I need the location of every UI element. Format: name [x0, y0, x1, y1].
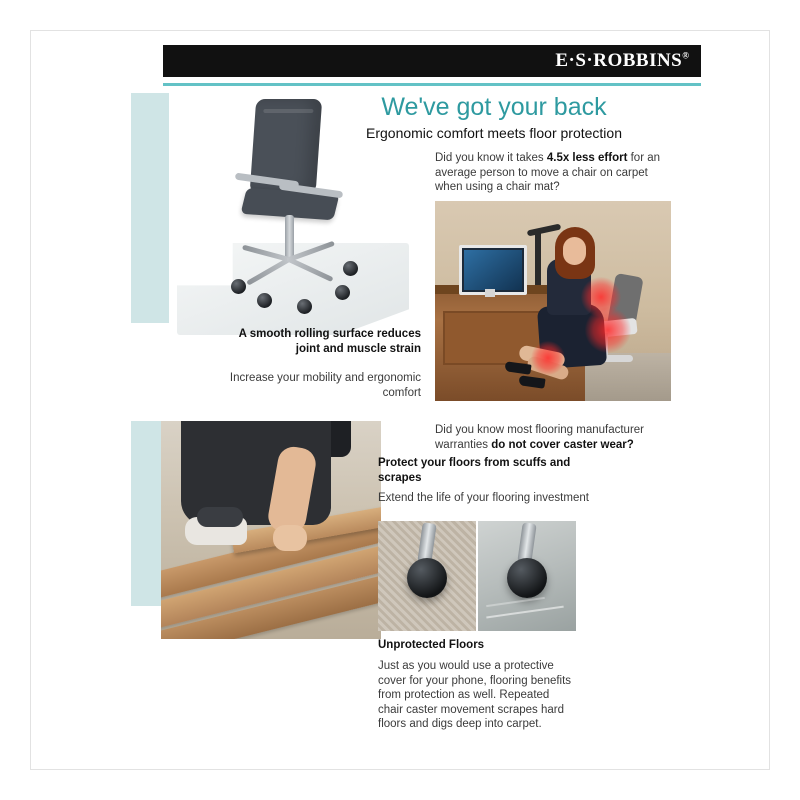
brand-name: E·S·ROBBINS	[555, 50, 683, 71]
header-accent-rule	[163, 83, 701, 86]
chair-leg	[286, 256, 333, 282]
warranty-highlight: do not cover caster wear?	[491, 438, 634, 451]
pain-indicator-icon	[531, 341, 565, 375]
chair-caster	[335, 285, 350, 300]
office-chair-illustration	[213, 99, 383, 299]
chair-caster	[297, 299, 312, 314]
monitor-stand	[485, 289, 495, 297]
extend-life-caption: Extend the life of your flooring investment	[378, 492, 589, 504]
caster-wheel	[407, 558, 447, 598]
increase-mobility-caption: Increase your mobility and ergonomic comfort	[229, 372, 421, 399]
unprotected-floors-title: Unprotected Floors	[378, 639, 485, 651]
did-you-know-text-after: for an average person to move a chair on carpet when using a chair mat?	[435, 152, 661, 193]
installer-shoe-dark	[197, 507, 243, 527]
protect-floors-caption: Protect your floors from scuffs and scrapes	[378, 457, 571, 484]
caster-on-carpet-photo	[378, 521, 476, 631]
flooring-installation-photo	[161, 421, 381, 639]
computer-monitor-icon	[459, 245, 527, 295]
desk-lamp-post	[535, 229, 541, 285]
did-you-know-warranty-paragraph	[435, 423, 650, 452]
pain-indicator-icon	[585, 307, 631, 353]
installer-hand	[273, 525, 307, 551]
smooth-rolling-caption: A smooth rolling surface reduces joint and muscle strain	[238, 328, 421, 355]
floor-scratch-mark	[486, 606, 564, 619]
did-you-know-chair-paragraph	[435, 151, 665, 195]
page-subtitle: Ergonomic comfort meets floor protection	[366, 125, 622, 141]
product-flyer-sheet	[30, 30, 770, 770]
did-you-know-text-before: Did you know it takes	[435, 152, 547, 164]
chair-on-mat-photo	[161, 93, 431, 343]
chair-base	[239, 251, 343, 273]
caster-on-hard-floor-photo	[478, 521, 576, 631]
monitor-screen	[464, 250, 522, 290]
floor-scratch-mark	[486, 597, 545, 607]
woman-back-pain-photo	[435, 201, 671, 401]
caster-wheel	[507, 558, 547, 598]
chair-caster	[343, 261, 358, 276]
warranty-text-before: Did you know most flooring manufacturer warranties	[435, 424, 645, 451]
page-title: We've got your back	[381, 93, 607, 121]
did-you-know-highlight: 4.5x less effort	[546, 152, 628, 164]
brand-logo	[555, 50, 689, 72]
brand-header-bar	[163, 45, 701, 77]
registered-trademark-icon: ®	[682, 50, 689, 61]
person-face	[563, 237, 586, 265]
caster-comparison-photos	[378, 521, 576, 631]
unprotected-floors-body: Just as you would use a protective cover for your phone, flooring benefits from protection as well. Repeated chair caster movement scrapes hard floors and digs deep into carpet.	[378, 660, 572, 730]
chair-caster	[257, 293, 272, 308]
chair-caster	[231, 279, 246, 294]
